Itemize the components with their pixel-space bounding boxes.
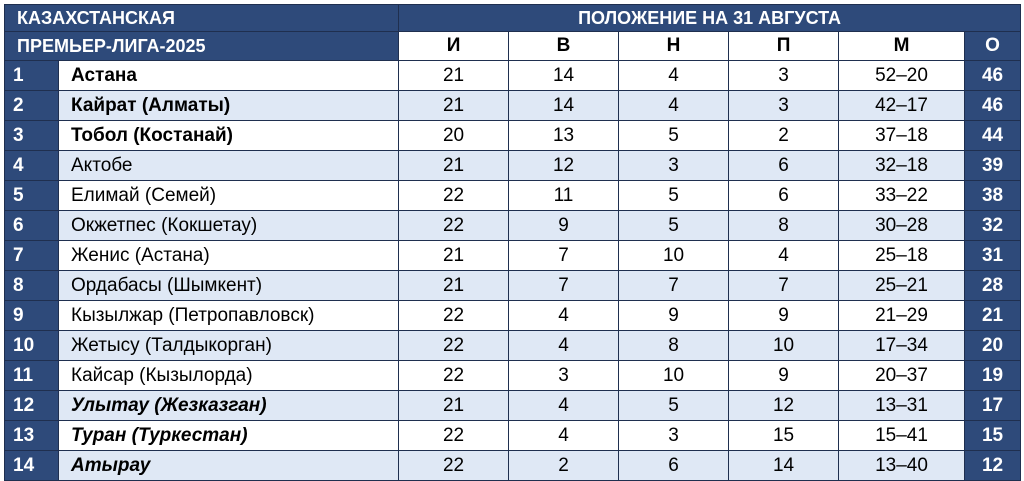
points-cell: 46	[965, 91, 1021, 121]
team-name-cell: Елимай (Семей)	[59, 181, 399, 211]
drawn-cell: 5	[619, 181, 729, 211]
played-cell: 20	[399, 121, 509, 151]
league-title-line2: ПРЕМЬЕР-ЛИГА-2025	[5, 32, 399, 61]
lost-cell: 4	[729, 241, 839, 271]
drawn-cell: 8	[619, 331, 729, 361]
drawn-cell: 5	[619, 211, 729, 241]
team-name-cell: Кайсар (Кызылорда)	[59, 361, 399, 391]
table-row	[5, 301, 1021, 331]
col-goals: М	[839, 32, 965, 61]
played-cell: 22	[399, 421, 509, 451]
standings-date: ПОЛОЖЕНИЕ НА 31 АВГУСТА	[399, 5, 1021, 32]
played-cell: 21	[399, 151, 509, 181]
won-cell: 7	[509, 271, 619, 301]
played-cell: 22	[399, 211, 509, 241]
points-cell: 28	[965, 271, 1021, 301]
lost-cell: 2	[729, 121, 839, 151]
goals-cell: 17–34	[839, 331, 965, 361]
won-cell: 4	[509, 301, 619, 331]
won-cell: 2	[509, 451, 619, 481]
table-row	[5, 121, 1021, 151]
team-name-cell: Атырау	[59, 451, 399, 481]
played-cell: 21	[399, 241, 509, 271]
table-row	[5, 181, 1021, 211]
position-cell: 12	[5, 391, 59, 421]
lost-cell: 6	[729, 181, 839, 211]
position-cell: 1	[5, 61, 59, 91]
drawn-cell: 5	[619, 121, 729, 151]
drawn-cell: 7	[619, 271, 729, 301]
position-cell: 14	[5, 451, 59, 481]
played-cell: 22	[399, 301, 509, 331]
team-name-cell: Кайрат (Алматы)	[59, 91, 399, 121]
goals-cell: 25–21	[839, 271, 965, 301]
team-name-cell: Актобе	[59, 151, 399, 181]
points-cell: 15	[965, 421, 1021, 451]
points-cell: 39	[965, 151, 1021, 181]
lost-cell: 10	[729, 331, 839, 361]
table-row	[5, 391, 1021, 421]
header-row-top	[5, 5, 1021, 32]
position-cell: 13	[5, 421, 59, 451]
played-cell: 22	[399, 451, 509, 481]
table-row	[5, 451, 1021, 481]
table-row	[5, 271, 1021, 301]
won-cell: 14	[509, 91, 619, 121]
lost-cell: 6	[729, 151, 839, 181]
drawn-cell: 4	[619, 61, 729, 91]
goals-cell: 25–18	[839, 241, 965, 271]
col-won: В	[509, 32, 619, 61]
drawn-cell: 4	[619, 91, 729, 121]
table-row	[5, 61, 1021, 91]
drawn-cell: 6	[619, 451, 729, 481]
position-cell: 10	[5, 331, 59, 361]
position-cell: 4	[5, 151, 59, 181]
goals-cell: 21–29	[839, 301, 965, 331]
goals-cell: 30–28	[839, 211, 965, 241]
col-played: И	[399, 32, 509, 61]
table-row	[5, 151, 1021, 181]
col-points: О	[965, 32, 1021, 61]
points-cell: 17	[965, 391, 1021, 421]
team-name-cell: Ордабасы (Шымкент)	[59, 271, 399, 301]
lost-cell: 15	[729, 421, 839, 451]
lost-cell: 3	[729, 61, 839, 91]
points-cell: 31	[965, 241, 1021, 271]
points-cell: 32	[965, 211, 1021, 241]
won-cell: 4	[509, 421, 619, 451]
played-cell: 21	[399, 271, 509, 301]
lost-cell: 9	[729, 301, 839, 331]
won-cell: 9	[509, 211, 619, 241]
table-row	[5, 421, 1021, 451]
played-cell: 21	[399, 391, 509, 421]
standings-table	[4, 4, 1021, 481]
col-drawn: Н	[619, 32, 729, 61]
header-row-columns	[5, 32, 1021, 61]
team-name-cell: Жетысу (Талдыкорган)	[59, 331, 399, 361]
lost-cell: 9	[729, 361, 839, 391]
team-name-cell: Улытау (Жезказган)	[59, 391, 399, 421]
team-name-cell: Женис (Астана)	[59, 241, 399, 271]
points-cell: 46	[965, 61, 1021, 91]
position-cell: 8	[5, 271, 59, 301]
won-cell: 11	[509, 181, 619, 211]
won-cell: 4	[509, 331, 619, 361]
goals-cell: 15–41	[839, 421, 965, 451]
lost-cell: 8	[729, 211, 839, 241]
table-row	[5, 331, 1021, 361]
points-cell: 38	[965, 181, 1021, 211]
won-cell: 7	[509, 241, 619, 271]
position-cell: 2	[5, 91, 59, 121]
team-name-cell: Окжетпес (Кокшетау)	[59, 211, 399, 241]
table-row	[5, 211, 1021, 241]
lost-cell: 12	[729, 391, 839, 421]
drawn-cell: 3	[619, 421, 729, 451]
goals-cell: 32–18	[839, 151, 965, 181]
team-name-cell: Астана	[59, 61, 399, 91]
goals-cell: 13–40	[839, 451, 965, 481]
played-cell: 21	[399, 91, 509, 121]
points-cell: 19	[965, 361, 1021, 391]
points-cell: 44	[965, 121, 1021, 151]
points-cell: 21	[965, 301, 1021, 331]
team-name-cell: Туран (Туркестан)	[59, 421, 399, 451]
points-cell: 12	[965, 451, 1021, 481]
position-cell: 3	[5, 121, 59, 151]
lost-cell: 7	[729, 271, 839, 301]
goals-cell: 42–17	[839, 91, 965, 121]
goals-cell: 20–37	[839, 361, 965, 391]
position-cell: 7	[5, 241, 59, 271]
points-cell: 20	[965, 331, 1021, 361]
team-name-cell: Кызылжар (Петропавловск)	[59, 301, 399, 331]
lost-cell: 14	[729, 451, 839, 481]
goals-cell: 37–18	[839, 121, 965, 151]
team-name-cell: Тобол (Костанай)	[59, 121, 399, 151]
won-cell: 13	[509, 121, 619, 151]
won-cell: 4	[509, 391, 619, 421]
won-cell: 3	[509, 361, 619, 391]
position-cell: 9	[5, 301, 59, 331]
lost-cell: 3	[729, 91, 839, 121]
standings-body	[5, 61, 1021, 481]
position-cell: 11	[5, 361, 59, 391]
drawn-cell: 3	[619, 151, 729, 181]
drawn-cell: 5	[619, 391, 729, 421]
col-lost: П	[729, 32, 839, 61]
position-cell: 6	[5, 211, 59, 241]
goals-cell: 33–22	[839, 181, 965, 211]
table-row	[5, 241, 1021, 271]
position-cell: 5	[5, 181, 59, 211]
drawn-cell: 9	[619, 301, 729, 331]
drawn-cell: 10	[619, 241, 729, 271]
played-cell: 22	[399, 181, 509, 211]
goals-cell: 13–31	[839, 391, 965, 421]
won-cell: 12	[509, 151, 619, 181]
table-row	[5, 361, 1021, 391]
league-title-line1: КАЗАХСТАНСКАЯ	[5, 5, 399, 32]
table-row	[5, 91, 1021, 121]
played-cell: 21	[399, 61, 509, 91]
goals-cell: 52–20	[839, 61, 965, 91]
played-cell: 22	[399, 361, 509, 391]
played-cell: 22	[399, 331, 509, 361]
won-cell: 14	[509, 61, 619, 91]
drawn-cell: 10	[619, 361, 729, 391]
standings-table-container	[4, 4, 1020, 476]
